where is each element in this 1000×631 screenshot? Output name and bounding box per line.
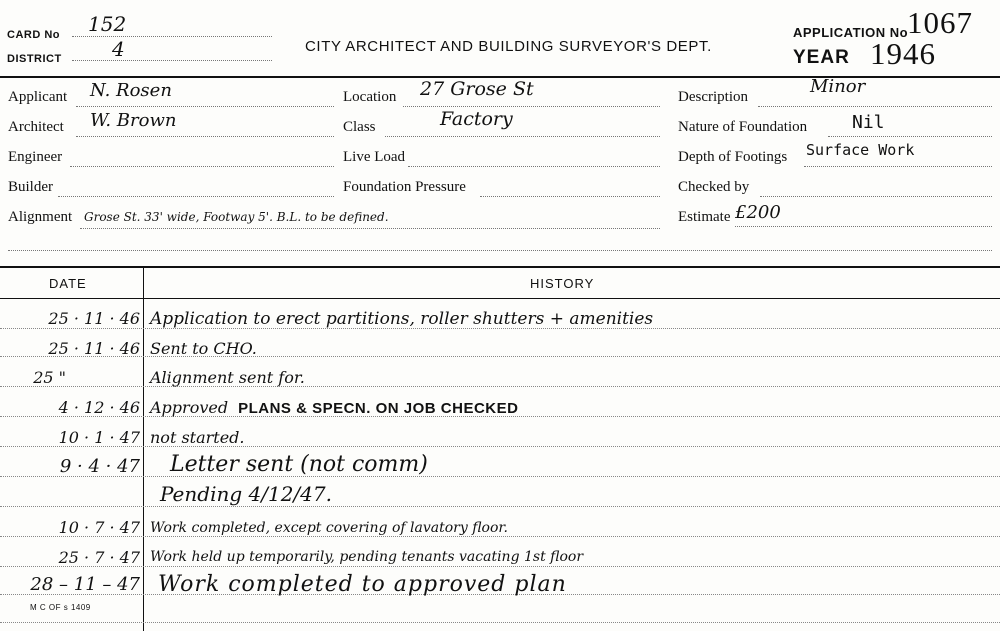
- live-load-line: [408, 166, 660, 167]
- description-label: Description: [678, 89, 748, 105]
- alignment-label: Alignment: [8, 209, 73, 225]
- builder-label: Builder: [8, 179, 53, 195]
- architect-value: W. Brown: [90, 110, 177, 131]
- nature-of-foundation-value: Nil: [852, 112, 885, 133]
- ruled-line: [0, 566, 1000, 567]
- approved-text: Approved: [150, 398, 229, 417]
- table-header-divider: [0, 298, 1000, 299]
- location-line: [403, 106, 660, 107]
- row-date: 25 · 7 · 47: [58, 548, 140, 567]
- location-value: 27 Grose St: [420, 78, 534, 100]
- row-history: [150, 398, 518, 417]
- card-no-line: [72, 36, 272, 37]
- row-date: 25 · 11 · 46: [48, 339, 140, 358]
- ruled-line: [0, 506, 1000, 507]
- alignment-value: Grose St. 33' wide, Footway 5'. B.L. to be defined.: [84, 210, 389, 224]
- architect-label: Architect: [8, 119, 64, 135]
- foundation-pressure-line: [480, 196, 660, 197]
- builder-line: [58, 196, 334, 197]
- row-date: 25 · 11 · 46: [48, 309, 140, 328]
- year-value: 1946: [870, 36, 936, 71]
- row-history: Pending 4/12/47.: [160, 482, 332, 506]
- applicant-line: [76, 106, 334, 107]
- approval-stamp: PLANS & SPECN. ON JOB CHECKED: [238, 400, 519, 417]
- application-no-value: 1067: [907, 5, 973, 40]
- alignment-line-2: [8, 250, 992, 251]
- district-line: [72, 60, 272, 61]
- location-label: Location: [343, 89, 397, 105]
- district-label: DISTRICT: [7, 53, 62, 65]
- application-no-label: APPLICATION No: [793, 25, 909, 40]
- table-top-border: [0, 266, 1000, 268]
- row-history: Sent to CHO.: [150, 339, 257, 358]
- architect-line: [76, 136, 334, 137]
- ruled-line: [0, 476, 1000, 477]
- description-line: [758, 106, 992, 107]
- row-history: not started.: [150, 428, 245, 447]
- row-history: Alignment sent for.: [150, 368, 305, 387]
- row-history: Letter sent (not comm): [170, 452, 428, 477]
- history-column-header: HISTORY: [530, 276, 595, 291]
- row-history: Work completed to approved plan: [158, 572, 567, 597]
- applicant-label: Applicant: [8, 89, 68, 105]
- card-no-label: CARD No: [7, 29, 60, 41]
- date-column-header: DATE: [49, 276, 87, 291]
- department-title: CITY ARCHITECT AND BUILDING SURVEYOR'S DEPT.: [305, 38, 712, 55]
- engineer-label: Engineer: [8, 149, 63, 165]
- description-value: Minor: [810, 76, 866, 97]
- ruled-line: [0, 622, 1000, 623]
- card-no-value: 152: [88, 12, 127, 36]
- applicant-value: N. Rosen: [90, 80, 172, 101]
- row-history: Application to erect partitions, roller shutters + amenities: [150, 309, 654, 329]
- ruled-line: [0, 536, 1000, 537]
- row-history: Work held up temporarily, pending tenants vacating 1st floor: [150, 549, 584, 565]
- district-value: 4: [112, 37, 125, 61]
- nature-of-foundation-label: Nature of Foundation: [678, 119, 808, 135]
- class-label: Class: [343, 119, 376, 135]
- row-history: Work completed, except covering of lavatory floor.: [150, 520, 508, 536]
- row-date: 9 · 4 · 47: [59, 456, 140, 477]
- nature-of-foundation-line: [828, 136, 992, 137]
- depth-of-footings-value: Surface Work: [806, 141, 915, 159]
- depth-of-footings-line: [804, 166, 992, 167]
- estimate-line: [735, 226, 992, 227]
- live-load-label: Live Load: [343, 149, 406, 165]
- depth-of-footings-label: Depth of Footings: [678, 149, 788, 165]
- row-date: 10 · 1 · 47: [58, 428, 140, 447]
- checked-by-label: Checked by: [678, 179, 750, 195]
- row-date: 25 ": [33, 368, 66, 387]
- alignment-line: [80, 228, 660, 229]
- row-date: 4 · 12 · 46: [58, 398, 140, 417]
- row-date: 10 · 7 · 47: [58, 518, 140, 537]
- class-line: [385, 136, 660, 137]
- year-label: YEAR: [793, 47, 850, 68]
- engineer-line: [70, 166, 334, 167]
- estimate-label: Estimate: [678, 209, 731, 225]
- class-value: Factory: [440, 108, 513, 130]
- estimate-value: £200: [735, 202, 781, 223]
- row-date: 28 – 11 – 47: [30, 574, 140, 595]
- checked-by-line: [760, 196, 992, 197]
- form-code: M C OF s 1409: [30, 603, 91, 612]
- table-column-divider: [143, 266, 144, 631]
- foundation-pressure-label: Foundation Pressure: [343, 179, 466, 195]
